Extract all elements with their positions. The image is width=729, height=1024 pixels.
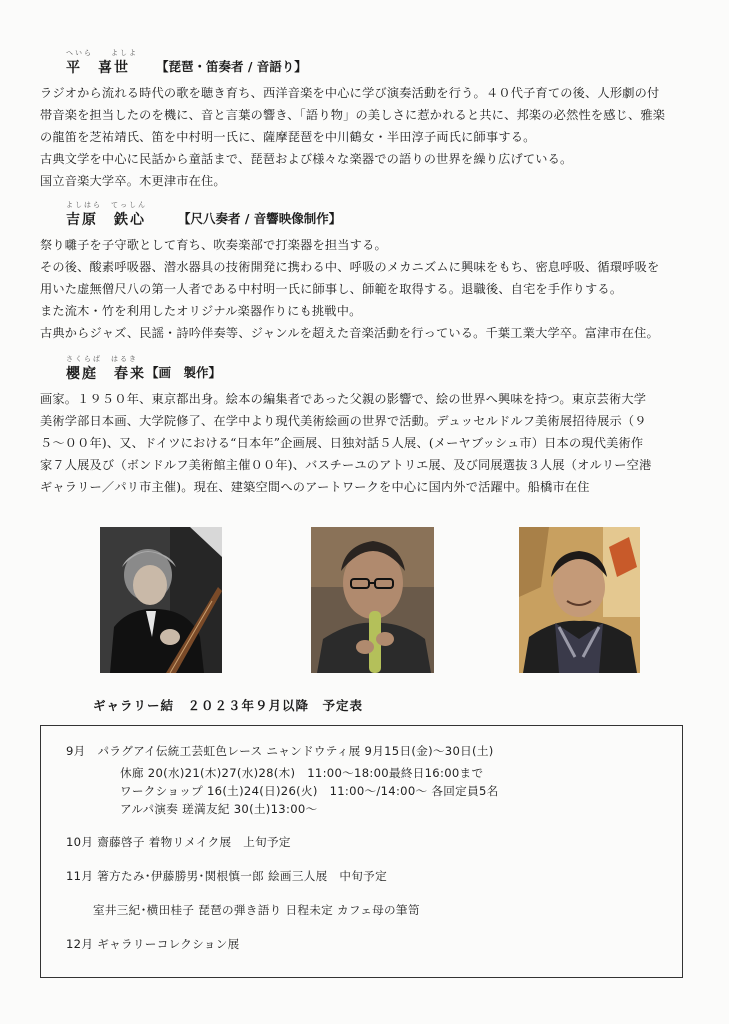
person-name: 櫻庭 春来 [66,366,146,382]
person-role: 【尺八奏者 / 音響映像制作】 [178,211,342,226]
bio-sakuraba-haruki [40,354,690,498]
bio-line: ラジオから流れる時代の歌を聴き育ち、西洋音楽を中心に学び演奏活動を行う。４０代子育ての後、人形劇の付 [40,86,660,100]
photo-biwa-player [100,527,222,673]
schedule-line-september: 9月 パラグアイ伝統工芸虹色レース ニャンドウティ展 9月15日(金)～30日(土) [66,744,494,758]
schedule-line-december: 12月 ギャラリーコレクション展 [66,937,240,951]
bio-line: 帯音楽を担当したのを機に、音と言葉の響き、「語り物」の美しさに惹かれると共に、邦楽の必然性を感じ、雅楽 [40,108,666,122]
person-name: 吉原 鉄心 [66,212,146,228]
name-ruby: へいら よしよ [66,49,138,57]
bio-line: 画家。１９５０年、東京都出身。絵本の編集者であった父親の影響で、絵の世界へ興味を持つ。東京芸術大学 [40,392,647,406]
bio-taira-kiyo [40,48,690,192]
schedule-line-november-biwa: 室井三紀･横田桂子 琵琶の弾き語り 日程未定 カフェ母の筆笥 [93,903,420,917]
bio-line: ５～００年)、又、ドイツにおける“日本年”企画展、日独対話５人展、(メーヤブッシュ市）日本の現代美術作 [40,436,644,450]
bio-line: また流木・竹を利用したオリジナル楽器作りにも挑戦中。 [40,304,362,318]
bio-line: その後、酸素呼吸器、潜水器具の技術開発に携わる中、呼吸のメカニズムに興味をもち、密息呼吸、循環呼吸を [40,260,660,274]
schedule-line-november: 11月 箸方たみ･伊藤勝男･関根慎一郎 絵画三人展 中旬予定 [66,869,387,883]
person-role: 【画 製作】 [146,365,222,380]
person-name: 平 喜世 [66,60,130,76]
schedule-title: ギャラリー結 ２０２３年９月以降 予定表 [93,698,364,713]
person-role: 【琵琶・笛奏者 / 音語り】 [156,59,307,74]
bio-line: の龍笛を芝祐靖氏、笛を中村明一氏に、薩摩琵琶を中川鶴女・半田淳子両氏に師事する。 [40,130,536,144]
bio-line: 祭り囃子を子守歌として育ち、吹奏楽部で打楽器を担当する。 [40,238,387,252]
portrait-biwa-player [100,527,222,673]
name-ruby: さくらば はるき [66,355,138,363]
bio-header [40,200,690,228]
portrait-painter [519,527,640,673]
photo-shakuhachi-player [311,527,434,673]
bio-line: 用いた虚無僧尺八の第一人者である中村明一氏に師事し、師範を取得する。退職後、自宅を手作りする。 [40,282,623,296]
bio-text [40,82,690,192]
bio-yoshihara-tesshin [40,200,690,344]
bio-header [40,354,690,382]
schedule-line-workshop: ワークショップ 16(土)24(日)26(火) 11:00～/14:00～ 各回定員5名 [120,784,499,798]
name-ruby: よしはら てっしん [66,201,147,209]
bio-header [40,48,690,76]
schedule-box [40,725,683,978]
photo-painter [519,527,640,673]
bio-line: 美術学部日本画、大学院修了、在学中より現代美術絵画の世界で活動。デュッセルドルフ美術展招待展示（９ [40,414,647,428]
bio-text [40,388,690,498]
bio-line: 古典からジャズ、民謡・詩吟伴奏等、ジャンルを超えた音楽活動を行っている。千葉工業大学卒。富津市在住。 [40,326,659,340]
bio-line: 国立音楽大学卒。木更津市在住。 [40,174,226,188]
portrait-shakuhachi-player [311,527,434,673]
schedule-line-closed-days: 休廊 20(水)21(木)27(水)28(木) 11:00～18:00最終日16:00まで [120,766,484,780]
schedule-line-harp: アルパ演奏 瑳満友紀 30(土)13:00～ [120,802,318,816]
bio-text [40,234,690,344]
bio-line: 家７人展及び（ボンドルフ美術館主催００年)、バスチーユのアトリエ展、及び同展選抜３人展（オルリー空港 [40,458,652,472]
bio-line: 古典文学を中心に民話から童話まで、琵琶および様々な楽器での語りの世界を繰り広げている。 [40,152,573,166]
bio-line: ギャラリー／パリ市主催)。現在、建築空間へのアートワークを中心に国内外で活躍中。船橋市在住 [40,480,590,494]
schedule-line-october: 10月 齋藤啓子 着物リメイク展 上旬予定 [66,835,291,849]
